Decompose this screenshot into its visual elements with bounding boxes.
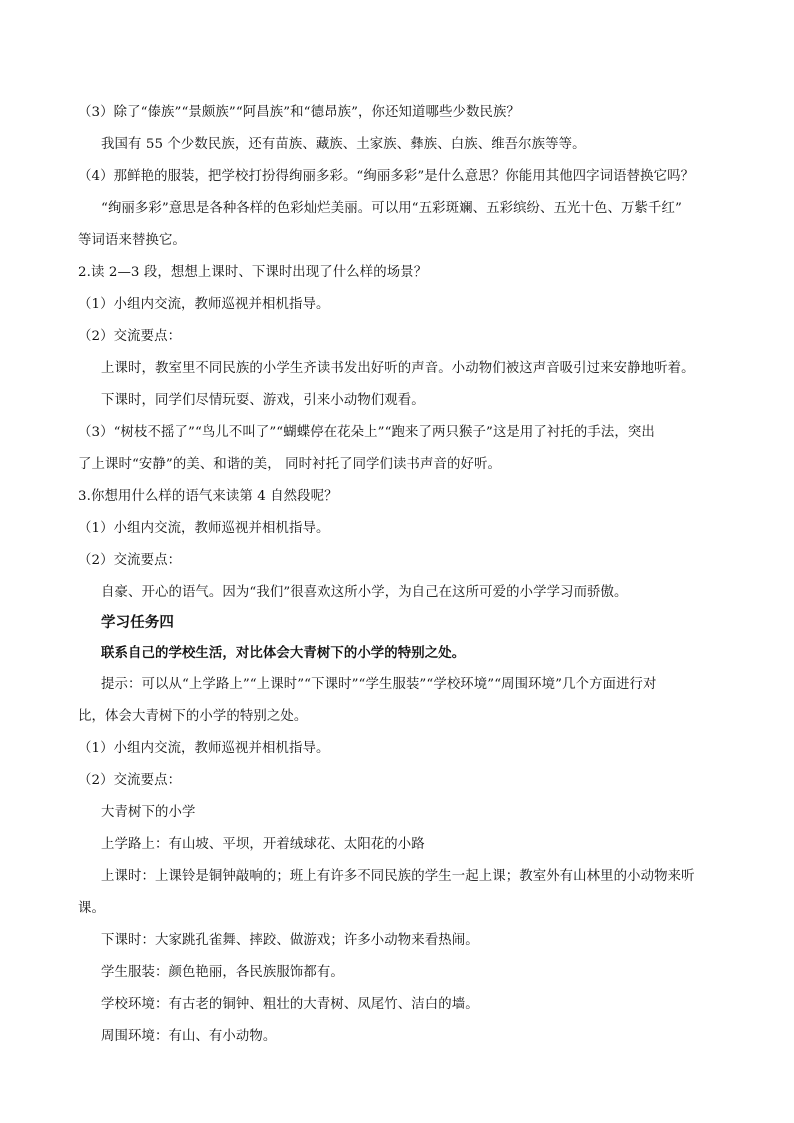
comparison-surroundings: 周围环境：有山、有小动物。	[101, 1029, 277, 1044]
comparison-clothing: 学生服装：颜色艳丽，各民族服饰都有。	[101, 965, 344, 980]
answer-4-line-1: “绚丽多彩”意思是各种各样的色彩灿烂美丽。可以用“五彩斑斓、五彩缤纷、五光十色、万紫千红”	[101, 201, 682, 216]
task-4-hint-line-2: 比，体会大青树下的小学的特别之处。	[78, 709, 308, 724]
question-4: （4）那鲜艳的服装，把学校打扮得绚丽多彩。“绚丽多彩”是什么意思？你能用其他四字词语替换它吗？	[78, 169, 695, 184]
comparison-school: 学校环境：有古老的铜钟、粗壮的大青树、凤尾竹、洁白的墙。	[101, 997, 479, 1012]
comparison-title: 大青树下的小学	[101, 805, 196, 820]
task-2-step-3-line-1: （3）“树枝不摇了”“鸟儿不叫了”“蝴蝶停在花朵上”“跑来了两只猴子”这是用了衬托的手法，突出	[78, 425, 655, 440]
task-4-instruction: 联系自己的学校生活，对比体会大青树下的小学的特别之处。	[101, 645, 466, 661]
question-3: （3）除了“傣族”“景颇族”“阿昌族”和“德昂族”，你还知道哪些少数民族？	[78, 105, 520, 120]
task-2-step-3-line-2: 了上课时“安静”的美、和谐的美， 同时衬托了同学们读书声音的好听。	[78, 457, 501, 472]
task-4-step-2: （2）交流要点：	[78, 773, 182, 788]
task-4-hint-line-1: 提示：可以从“上学路上”“上课时”“下课时”“学生服装”“学校环境”“周围环境”几个方面进行对	[101, 677, 657, 692]
task-4-step-1: （1）小组内交流，教师巡视并相机指导。	[78, 741, 330, 756]
comparison-road: 上学路上：有山坡、平坝，开着绒球花、太阳花的小路	[101, 837, 425, 852]
task-3-question: 3.你想用什么样的语气来读第 4 自然段呢？	[78, 489, 338, 504]
task-3-step-2: （2）交流要点：	[78, 553, 182, 568]
task-3-point: 自豪、开心的语气。因为“我们”很喜欢这所小学，为自己在这所可爱的小学学习而骄傲。	[101, 585, 628, 600]
task-3-step-1: （1）小组内交流，教师巡视并相机指导。	[78, 521, 330, 536]
comparison-class-line-2: 课。	[78, 901, 105, 916]
section-heading-task-4: 学习任务四	[101, 614, 174, 631]
task-2-point-class: 上课时，教室里不同民族的小学生齐读书发出好听的声音。小动物们被这声音吸引过来安静地听着。	[101, 361, 695, 376]
comparison-break: 下课时：大家跳孔雀舞、摔跤、做游戏；许多小动物来看热闹。	[101, 933, 479, 948]
task-2-step-1: （1）小组内交流，教师巡视并相机指导。	[78, 297, 330, 312]
task-2-question: 2.读 2—3 段，想想上课时、下课时出现了什么样的场景？	[78, 265, 428, 280]
task-2-point-break: 下课时，同学们尽情玩耍、游戏，引来小动物们观看。	[101, 393, 425, 408]
task-2-step-2: （2）交流要点：	[78, 329, 182, 344]
answer-3: 我国有 55 个少数民族，还有苗族、藏族、土家族、彝族、白族、维吾尔族等等。	[101, 137, 586, 152]
answer-4-line-2: 等词语来替换它。	[78, 233, 186, 248]
comparison-class-line-1: 上课时：上课铃是铜钟敲响的；班上有许多不同民族的学生一起上课；教室外有山林里的小动物来听	[101, 869, 695, 884]
